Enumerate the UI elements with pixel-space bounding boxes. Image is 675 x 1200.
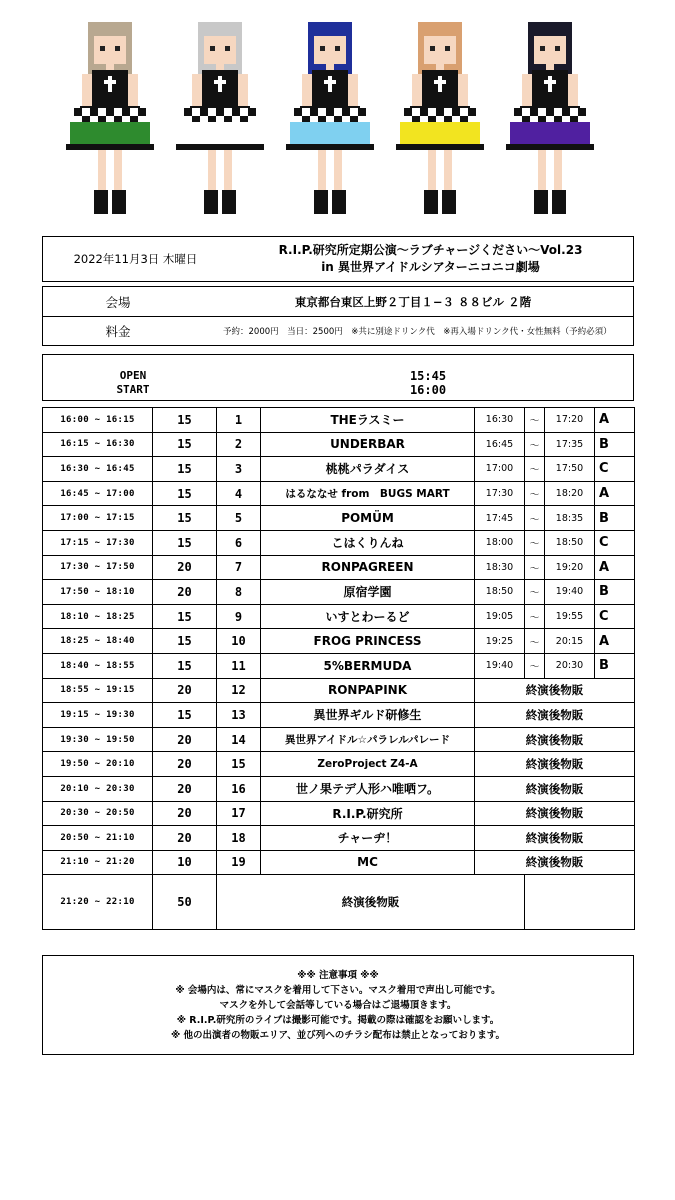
performer-name: MC	[261, 850, 475, 875]
performer-name: 異世界ギルド研修生	[261, 703, 475, 728]
slot-duration: 20	[153, 678, 217, 703]
merch-tilde: 〜	[525, 555, 545, 580]
merch-start-time: 19:05	[475, 604, 525, 629]
timetable-row	[43, 678, 635, 703]
merch-end-time: 20:15	[545, 629, 595, 654]
slot-duration: 15	[153, 629, 217, 654]
timetable-row	[43, 850, 635, 875]
performer-name: チャーヂ！	[261, 826, 475, 851]
performer-name: 桃桃パラダイス	[261, 457, 475, 482]
timetable-row	[43, 776, 635, 801]
blue-idol-icon	[286, 22, 374, 214]
timetable-row	[43, 826, 635, 851]
slot-duration: 15	[153, 506, 217, 531]
event-title-line1: R.I.P.研究所定期公演〜ラブチャージください〜Vol.23	[278, 243, 583, 257]
timetable-row	[43, 727, 635, 752]
slot-number: 3	[217, 457, 261, 482]
event-date: 2022年11月3日 木曜日	[73, 252, 198, 266]
slot-duration: 15	[153, 457, 217, 482]
slot-time: 17:50 ~ 18:10	[43, 580, 153, 605]
notes-line: ※ R.I.P.研究所のライブは撮影可能です。掲載の際は確認をお願いします。	[176, 1014, 500, 1026]
slot-time: 21:10 ~ 21:20	[43, 850, 153, 875]
merch-after-show: 終演後物販	[475, 826, 635, 851]
slot-duration: 15	[153, 481, 217, 506]
slot-number: 11	[217, 653, 261, 678]
performer-name: R.I.P.研究所	[261, 801, 475, 826]
slot-duration: 15	[153, 408, 217, 433]
fee-label: 料金	[105, 323, 131, 339]
slot-number: 16	[217, 776, 261, 801]
merch-end-time: 17:35	[545, 432, 595, 457]
merch-tilde: 〜	[525, 457, 545, 482]
merch-area: B	[595, 653, 635, 678]
slot-time: 18:10 ~ 18:25	[43, 604, 153, 629]
performer-name: ZeroProject Z4-A	[261, 752, 475, 777]
merch-start-time: 18:30	[475, 555, 525, 580]
final-empty-cell	[525, 875, 635, 930]
timetable	[42, 407, 635, 930]
notes-line: ※ 他の出演者の物販エリア、並び列へのチラシ配布は禁止となっております。	[170, 1029, 506, 1041]
slot-number: 18	[217, 826, 261, 851]
merch-area: B	[595, 432, 635, 457]
merch-after-show: 終演後物販	[475, 801, 635, 826]
merch-area: A	[595, 555, 635, 580]
slot-number: 14	[217, 727, 261, 752]
slot-duration: 20	[153, 727, 217, 752]
performer-name: 異世界アイドル☆パラレルパレード	[261, 727, 475, 752]
slot-duration: 20	[153, 801, 217, 826]
timetable-row	[43, 629, 635, 654]
start-label: START	[116, 383, 150, 396]
merch-start-time: 19:25	[475, 629, 525, 654]
slot-time: 16:45 ~ 17:00	[43, 481, 153, 506]
performer-name: UNDERBAR	[261, 432, 475, 457]
slot-duration: 10	[153, 850, 217, 875]
timetable-row	[43, 432, 635, 457]
venue-row	[43, 287, 633, 317]
slot-number: 5	[217, 506, 261, 531]
slot-time: 20:30 ~ 20:50	[43, 801, 153, 826]
slot-duration: 20	[153, 555, 217, 580]
merch-area: B	[595, 580, 635, 605]
merch-after-show: 終演後物販	[475, 703, 635, 728]
timetable-row	[43, 604, 635, 629]
slot-duration: 15	[153, 432, 217, 457]
open-label: OPEN	[119, 369, 147, 382]
slot-number: 2	[217, 432, 261, 457]
merch-area: A	[595, 481, 635, 506]
timetable-row	[43, 530, 635, 555]
merch-after-show: 終演後物販	[475, 678, 635, 703]
open-time: 15:45	[409, 369, 447, 383]
slot-duration: 20	[153, 752, 217, 777]
slot-time: 17:15 ~ 17:30	[43, 530, 153, 555]
idol-characters-illustration	[60, 10, 620, 220]
slot-time: 16:15 ~ 16:30	[43, 432, 153, 457]
purple-idol-icon	[506, 22, 594, 214]
venue-fee-box	[42, 286, 634, 346]
slot-time: 18:55 ~ 19:15	[43, 678, 153, 703]
timetable-row	[43, 457, 635, 482]
slot-number: 19	[217, 850, 261, 875]
merch-start-time: 18:50	[475, 580, 525, 605]
slot-time: 20:50 ~ 21:10	[43, 826, 153, 851]
slot-time: 19:30 ~ 19:50	[43, 727, 153, 752]
merch-area: C	[595, 457, 635, 482]
merch-start-time: 17:00	[475, 457, 525, 482]
merch-area: A	[595, 629, 635, 654]
venue-address: 東京都台東区上野２丁目１−３ ８８ビル ２階	[294, 294, 532, 309]
slot-number: 10	[217, 629, 261, 654]
event-header	[42, 236, 634, 282]
slot-time: 17:30 ~ 17:50	[43, 555, 153, 580]
rip-lab-logo	[20, 1062, 660, 1192]
slot-number: 4	[217, 481, 261, 506]
merch-tilde: 〜	[525, 432, 545, 457]
event-title	[228, 237, 633, 281]
merch-after-show: 終演後物販	[475, 752, 635, 777]
performer-name: こはくりんね	[261, 530, 475, 555]
merch-end-time: 19:20	[545, 555, 595, 580]
slot-number: 8	[217, 580, 261, 605]
merch-after-show: 終演後物販	[475, 776, 635, 801]
timetable-row	[43, 752, 635, 777]
final-time: 21:20 ~ 22:10	[43, 875, 153, 930]
slot-number: 12	[217, 678, 261, 703]
notes-box	[42, 955, 634, 1055]
merch-start-time: 19:40	[475, 653, 525, 678]
slot-duration: 20	[153, 776, 217, 801]
performer-name: RONPAPINK	[261, 678, 475, 703]
merch-area: C	[595, 530, 635, 555]
timetable-row	[43, 703, 635, 728]
merch-end-time: 18:20	[545, 481, 595, 506]
performer-name: THEラスミー	[261, 408, 475, 433]
white-idol-icon	[176, 22, 264, 214]
merch-area: A	[595, 408, 635, 433]
notes-line: ※ 会場内は、常にマスクを着用して下さい。マスク着用で声出し可能です。	[175, 984, 501, 996]
performer-name: FROG PRINCESS	[261, 629, 475, 654]
event-title-line2: in 異世界アイドルシアターニコニコ劇場	[321, 260, 540, 274]
slot-number: 13	[217, 703, 261, 728]
slot-duration: 15	[153, 703, 217, 728]
slot-time: 16:00 ~ 16:15	[43, 408, 153, 433]
merch-end-time: 19:55	[545, 604, 595, 629]
notes-line: マスクを外して会話等している場合はご退場頂きます。	[219, 999, 457, 1011]
slot-time: 17:00 ~ 17:15	[43, 506, 153, 531]
merch-start-time: 17:45	[475, 506, 525, 531]
merch-tilde: 〜	[525, 653, 545, 678]
merch-end-time: 18:50	[545, 530, 595, 555]
merch-tilde: 〜	[525, 629, 545, 654]
merch-area: C	[595, 604, 635, 629]
venue-label: 会場	[105, 294, 131, 310]
merch-after-show: 終演後物販	[475, 727, 635, 752]
performer-name: 世ノ果テデ人形ハ唯哂フ。	[261, 776, 475, 801]
slot-number: 17	[217, 801, 261, 826]
slot-number: 6	[217, 530, 261, 555]
slot-duration: 20	[153, 826, 217, 851]
timetable-row	[43, 408, 635, 433]
performer-name: RONPAGREEN	[261, 555, 475, 580]
yellow-idol-icon	[396, 22, 484, 214]
merch-tilde: 〜	[525, 530, 545, 555]
merch-end-time: 20:30	[545, 653, 595, 678]
timetable-row	[43, 580, 635, 605]
open-start-box	[42, 354, 634, 401]
slot-number: 15	[217, 752, 261, 777]
slot-time: 19:50 ~ 20:10	[43, 752, 153, 777]
green-idol-icon	[66, 22, 154, 214]
timetable-final-row	[43, 875, 635, 930]
slot-time: 19:15 ~ 19:30	[43, 703, 153, 728]
slot-time: 16:30 ~ 16:45	[43, 457, 153, 482]
merch-start-time: 18:00	[475, 530, 525, 555]
slot-duration: 20	[153, 580, 217, 605]
merch-tilde: 〜	[525, 408, 545, 433]
slot-time: 18:25 ~ 18:40	[43, 629, 153, 654]
timetable-row	[43, 506, 635, 531]
merch-end-time: 17:50	[545, 457, 595, 482]
slot-time: 18:40 ~ 18:55	[43, 653, 153, 678]
performer-name: POMÜM	[261, 506, 475, 531]
slot-number: 7	[217, 555, 261, 580]
notes-heading: ※※ 注意事項 ※※	[297, 969, 379, 981]
timetable-row	[43, 801, 635, 826]
merch-tilde: 〜	[525, 481, 545, 506]
slot-number: 1	[217, 408, 261, 433]
merch-start-time: 16:30	[475, 408, 525, 433]
merch-start-time: 16:45	[475, 432, 525, 457]
timetable-row	[43, 555, 635, 580]
slot-time: 20:10 ~ 20:30	[43, 776, 153, 801]
performer-name: はるななせ from BUGS MART	[261, 481, 475, 506]
merch-end-time: 17:20	[545, 408, 595, 433]
merch-end-time: 18:35	[545, 506, 595, 531]
slot-duration: 15	[153, 604, 217, 629]
performer-name: いすとわーるど	[261, 604, 475, 629]
performer-name: 5%BERMUDA	[261, 653, 475, 678]
performer-name: 原宿学園	[261, 580, 475, 605]
merch-tilde: 〜	[525, 580, 545, 605]
merch-tilde: 〜	[525, 506, 545, 531]
final-merch: 終演後物販	[217, 875, 525, 930]
fee-row	[43, 316, 633, 345]
merch-start-time: 17:30	[475, 481, 525, 506]
merch-area: B	[595, 506, 635, 531]
slot-duration: 15	[153, 653, 217, 678]
merch-after-show: 終演後物販	[475, 850, 635, 875]
slot-duration: 15	[153, 530, 217, 555]
merch-tilde: 〜	[525, 604, 545, 629]
final-duration: 50	[153, 875, 217, 930]
start-time: 16:00	[409, 383, 447, 397]
fee-value: 予約：2000円 当日：2500円 ※共に別途ドリンク代 ※再入場ドリンク代・女性無料（予約必須）	[223, 326, 612, 337]
timetable-row	[43, 653, 635, 678]
timetable-row	[43, 481, 635, 506]
slot-number: 9	[217, 604, 261, 629]
merch-end-time: 19:40	[545, 580, 595, 605]
